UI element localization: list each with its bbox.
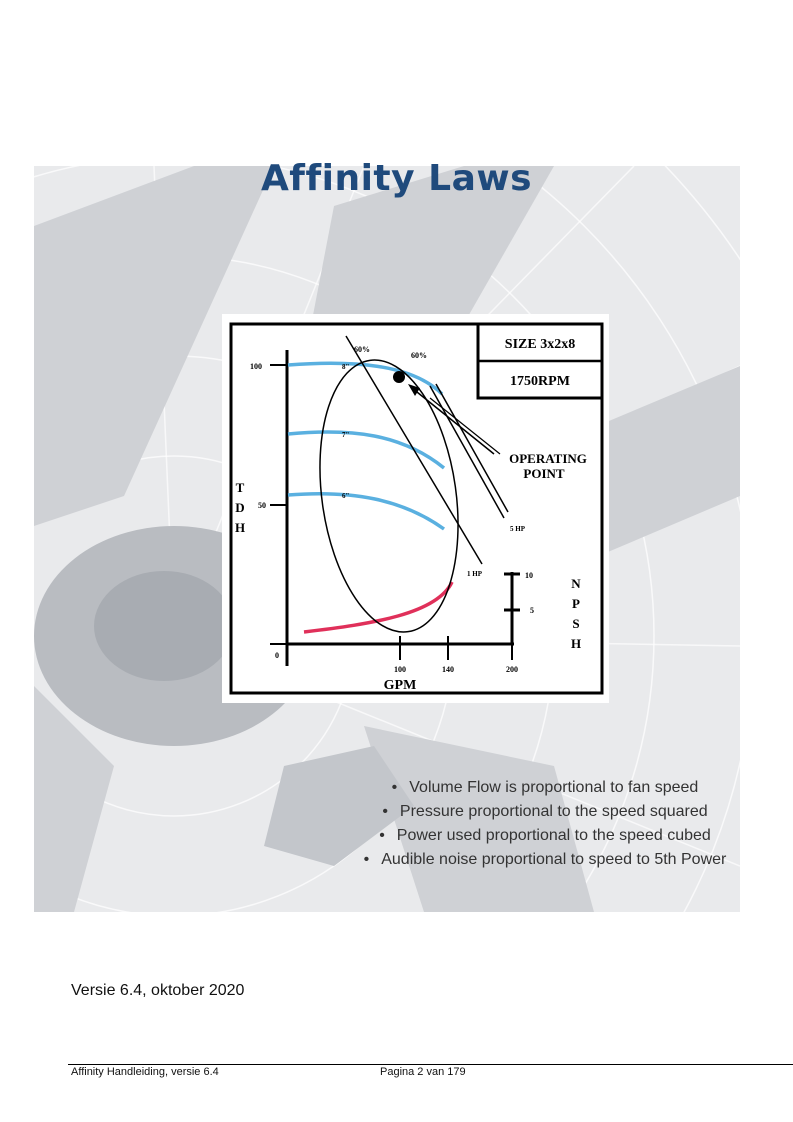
hp-label-5: 5 HP (510, 525, 525, 533)
npsh-letter-h: H (570, 636, 582, 651)
list-item: • Pressure proportional to the speed squared (330, 800, 760, 824)
footer-document-name: Affinity Handleiding, versie 6.4 (71, 1066, 219, 1078)
tdh-letter-h: H (234, 520, 246, 535)
footer-divider (68, 1064, 793, 1065)
x-tick-100: 100 (394, 665, 406, 674)
affinity-laws-list (330, 776, 760, 872)
hp-label-1: 1 HP (467, 570, 482, 578)
rpm-label: 1750RPM (510, 374, 570, 389)
npsh-letter-s: S (572, 616, 580, 631)
pump-curve-figure (222, 314, 609, 703)
y-tick-50: 50 (258, 501, 266, 510)
version-text: Versie 6.4, oktober 2020 (71, 982, 245, 999)
page-title: Affinity Laws (260, 158, 533, 199)
x-axis-label: GPM (383, 678, 417, 693)
list-item: • Volume Flow is proportional to fan speed (330, 776, 760, 800)
impeller-label-8in: 8" (342, 363, 350, 371)
npsh-letter-p: P (572, 596, 580, 611)
efficiency-label-left: 60% (354, 345, 370, 354)
y-tick-100: 100 (250, 362, 262, 371)
size-label: SIZE 3x2x8 (504, 337, 576, 352)
x-tick-200: 200 (506, 665, 518, 674)
npsh-tick-10: 10 (525, 571, 533, 580)
operating-point-marker (393, 371, 405, 383)
impeller-label-6in: 6" (342, 492, 350, 500)
y-tick-0: 0 (275, 651, 279, 660)
operating-label-line2: POINT (523, 466, 565, 481)
x-tick-140: 140 (442, 665, 454, 674)
tdh-letter-d: D (235, 500, 245, 515)
operating-label-line1: OPERATING (509, 451, 587, 466)
list-item: • Audible noise proportional to speed to 5th Power (330, 848, 760, 872)
impeller-label-7in: 7" (342, 431, 350, 439)
tdh-letter-t: T (235, 480, 245, 495)
efficiency-label-right: 60% (411, 351, 427, 360)
list-item: • Power used proportional to the speed cubed (330, 824, 760, 848)
npsh-letter-n: N (571, 576, 581, 591)
npsh-tick-5: 5 (530, 606, 534, 615)
footer-page-number: Pagina 2 van 179 (380, 1066, 466, 1078)
